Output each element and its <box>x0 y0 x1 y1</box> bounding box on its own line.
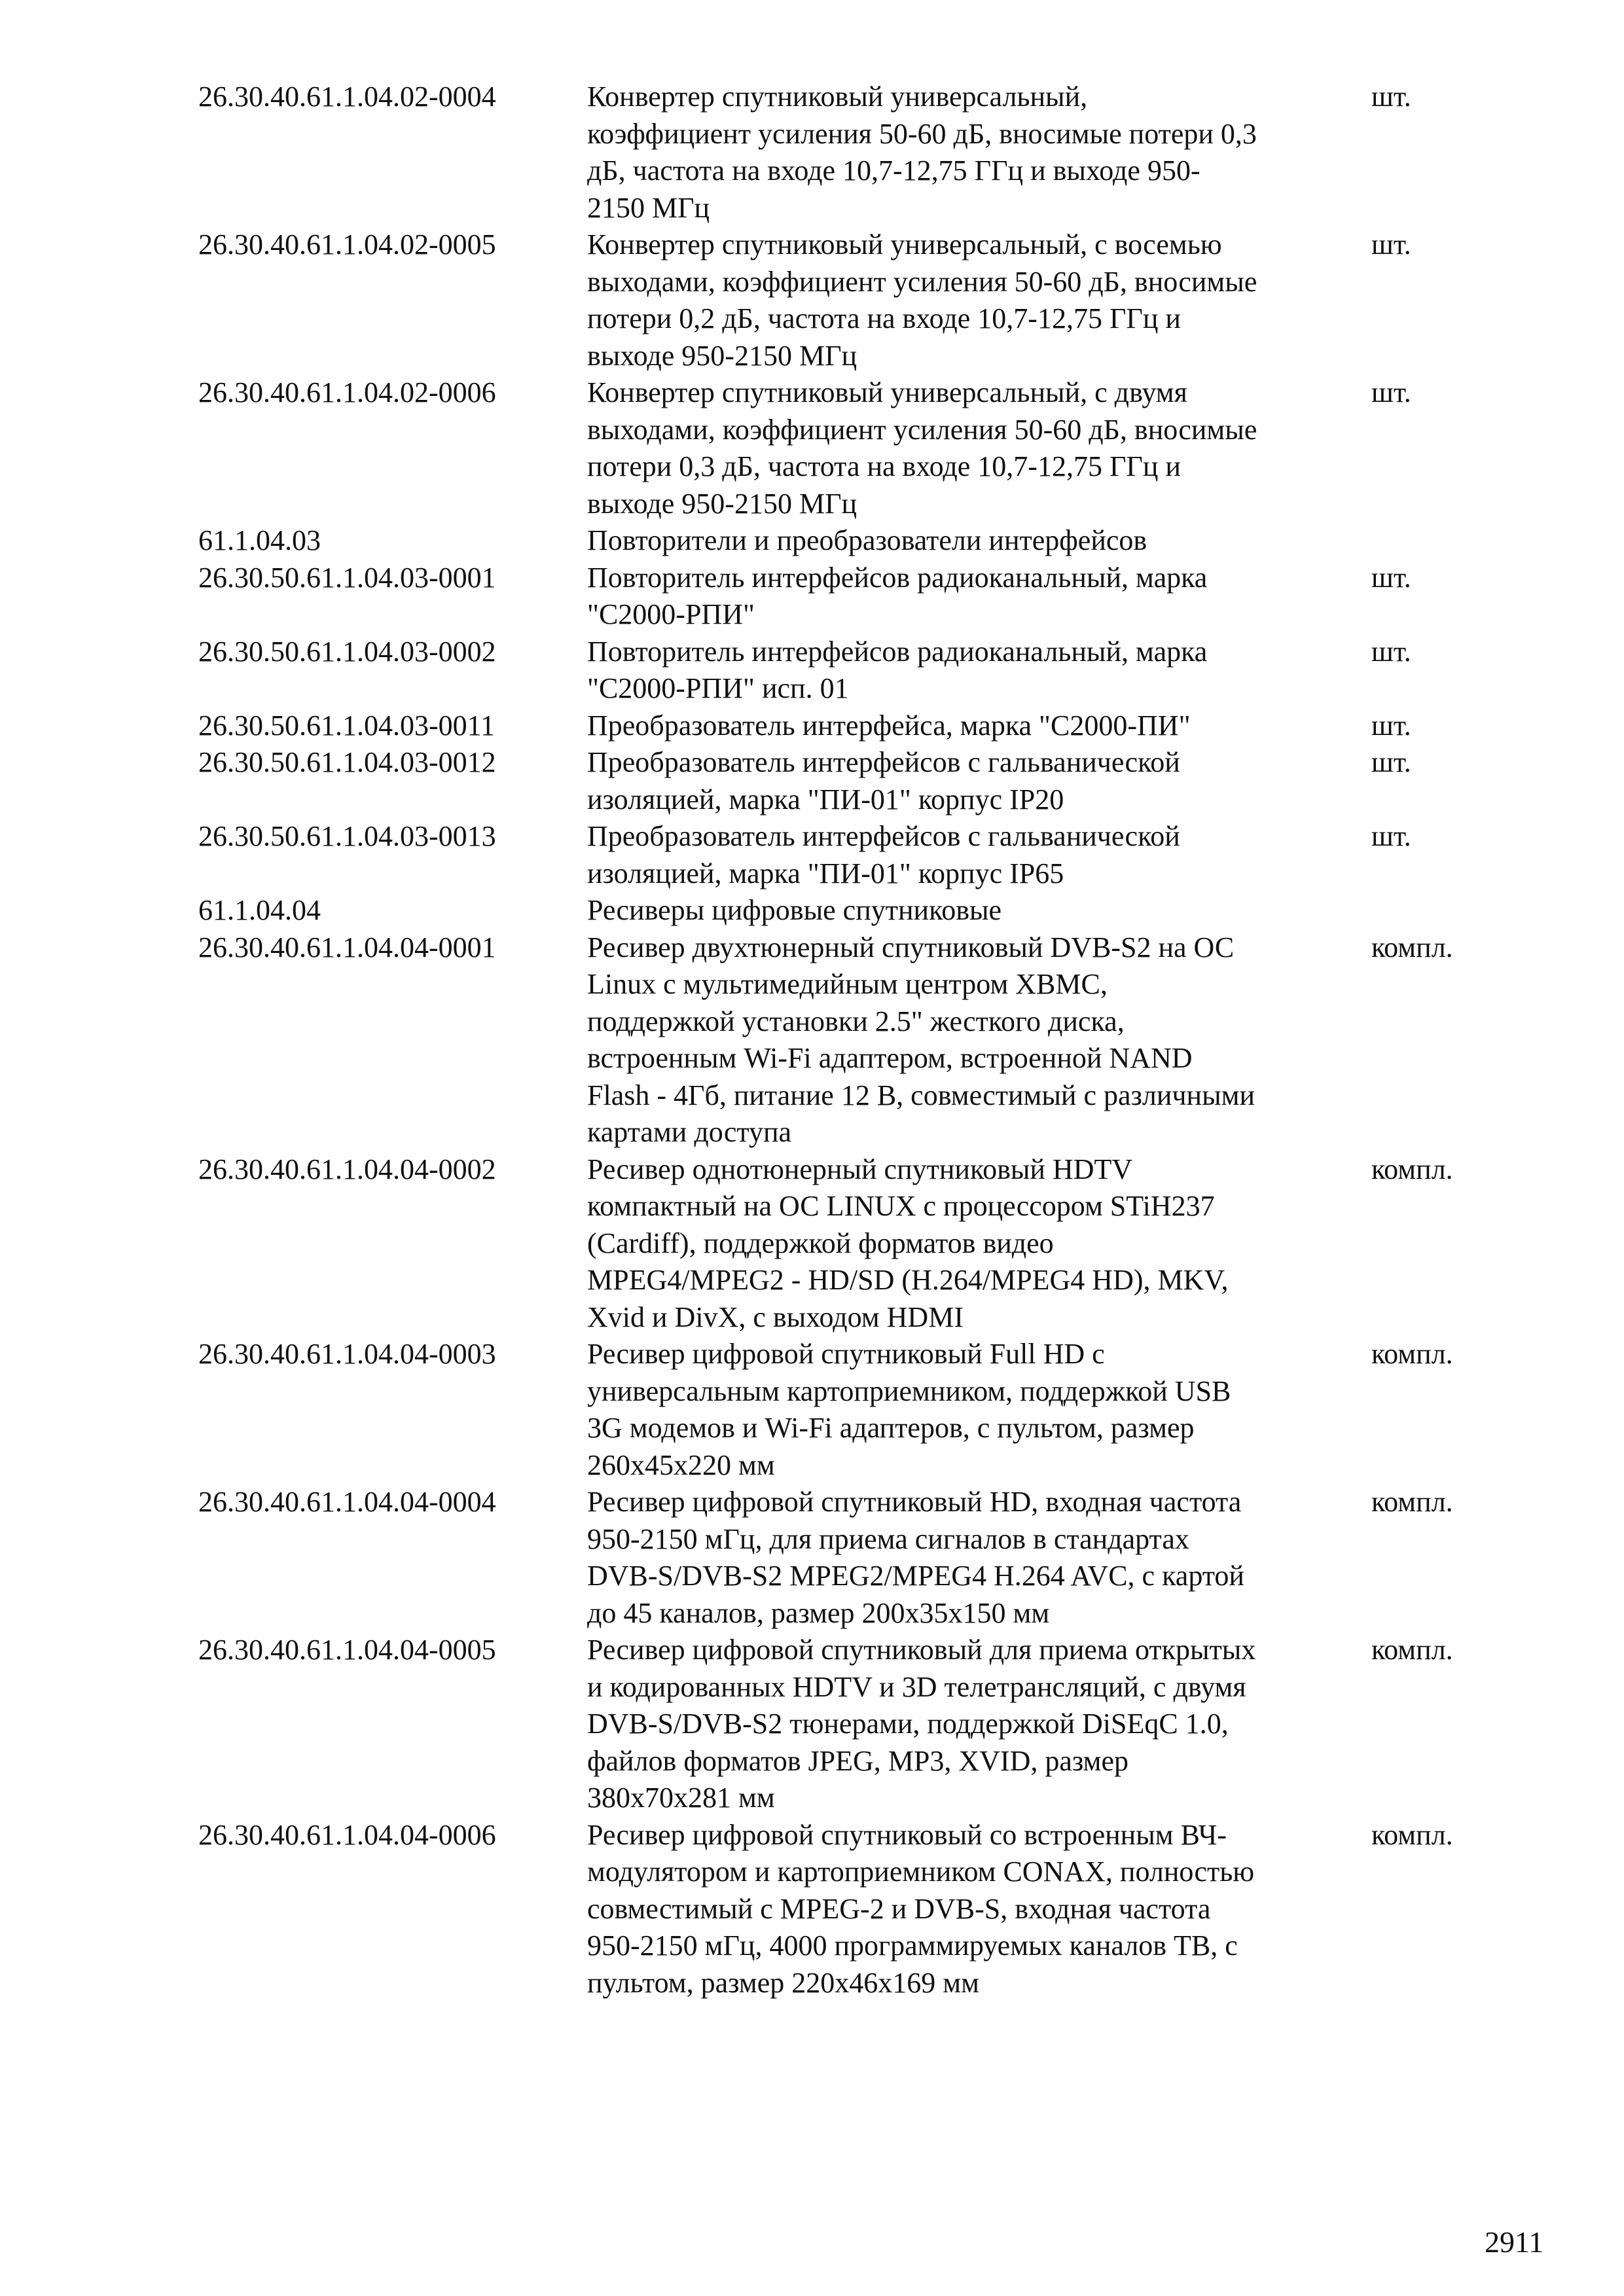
description-line: 380х70х281 мм <box>587 1782 775 1814</box>
item-code: 26.30.50.61.1.04.03-0011 <box>198 709 496 742</box>
item-description <box>587 1484 1360 1632</box>
item-unit: шт. <box>1371 376 1411 408</box>
description-line: выходами, коэффициент усиления 50-60 дБ, вносимые <box>587 413 1257 446</box>
price-list-table <box>198 79 1481 2001</box>
description-line: дБ, частота на входе 10,7-12,75 ГГц и выходе 950- <box>587 154 1200 187</box>
table-row <box>198 708 1481 745</box>
item-code: 61.1.04.03 <box>198 524 321 556</box>
description-line: "С2000-РПИ" исп. 01 <box>587 672 849 704</box>
page-number: 2911 <box>1485 2225 1544 2259</box>
description-line: поддержкой установки 2.5" жесткого диска, <box>587 1005 1125 1037</box>
description-line: MPEG4/MPEG2 - HD/SD (H.264/MPEG4 HD), MKV, <box>587 1264 1229 1296</box>
item-description <box>587 892 1360 929</box>
description-line: Ресивер цифровой спутниковый со встроенным ВЧ- <box>587 1818 1227 1851</box>
description-line: DVB-S/DVB-S2 MPEG2/MPEG4 H.264 AVC, с картой <box>587 1560 1244 1592</box>
item-description <box>587 708 1360 745</box>
description-line: Linux с мультимедийным центром XBMC, <box>587 968 1108 1000</box>
description-line: Конвертер спутниковый универсальный, с двумя <box>587 376 1187 408</box>
description-line: Ресивер цифровой спутниковый Full HD с <box>587 1338 1105 1370</box>
description-line: 950-2150 мГц, 4000 программируемых каналов ТВ, с <box>587 1929 1238 1962</box>
item-unit: шт. <box>1371 746 1411 778</box>
description-line: изоляцией, марка "ПИ-01" корпус IP65 <box>587 857 1064 889</box>
item-code: 61.1.04.04 <box>198 894 321 926</box>
item-description <box>587 226 1360 374</box>
item-code: 26.30.40.61.1.04.02-0005 <box>198 228 496 260</box>
item-unit: шт. <box>1371 709 1411 742</box>
description-line: модулятором и картоприемником CONAX, полностью <box>587 1856 1255 1888</box>
description-line: Ресивер цифровой спутниковый для приема открытых <box>587 1634 1256 1666</box>
description-line: Преобразователь интерфейса, марка "С2000-ПИ" <box>587 709 1191 742</box>
table-row <box>198 1632 1481 1817</box>
item-code: 26.30.40.61.1.04.04-0004 <box>198 1486 496 1518</box>
item-unit: шт. <box>1371 820 1411 852</box>
item-unit: компл. <box>1371 1486 1453 1518</box>
item-unit: компл. <box>1371 931 1453 963</box>
description-line: Преобразователь интерфейсов с гальванической <box>587 746 1180 778</box>
description-line: Преобразователь интерфейсов с гальванической <box>587 820 1180 852</box>
description-line: встроенным Wi-Fi адаптером, встроенной NAND <box>587 1042 1193 1074</box>
item-unit: шт. <box>1371 561 1411 594</box>
description-line: Конвертер спутниковый универсальный, <box>587 81 1088 113</box>
item-unit: шт. <box>1371 228 1411 260</box>
table-row <box>198 560 1481 634</box>
table-row <box>198 522 1481 560</box>
table-row <box>198 226 1481 374</box>
table-row <box>198 892 1481 929</box>
description-line: DVB-S/DVB-S2 тюнерами, поддержкой DiSEqC 1.0, <box>587 1708 1229 1740</box>
item-description <box>587 560 1360 634</box>
table-row <box>198 374 1481 522</box>
description-line: 3G модемов и Wi-Fi адаптеров, с пультом, размер <box>587 1412 1195 1444</box>
description-line: 950-2150 мГц, для приема сигналов в стандартах <box>587 1522 1189 1555</box>
item-description <box>587 744 1360 818</box>
description-line: Конвертер спутниковый универсальный, с восемью <box>587 228 1222 260</box>
description-line: 260х45х220 мм <box>587 1448 775 1481</box>
item-code: 26.30.50.61.1.04.03-0002 <box>198 635 496 668</box>
table-row <box>198 1151 1481 1336</box>
description-line: Повторитель интерфейсов радиоканальный, марка <box>587 635 1208 668</box>
item-description <box>587 818 1360 892</box>
table-row <box>198 1484 1481 1632</box>
description-line: Ресивер цифровой спутниковый HD, входная частота <box>587 1486 1242 1518</box>
description-line: выходе 950-2150 МГц <box>587 339 857 372</box>
item-code: 26.30.40.61.1.04.04-0005 <box>198 1634 496 1666</box>
description-line: компактный на ОС LINUX с процессором STiH237 <box>587 1190 1215 1222</box>
description-line: изоляцией, марка "ПИ-01" корпус IP20 <box>587 783 1064 816</box>
description-line: 2150 МГц <box>587 191 710 224</box>
table-row <box>198 744 1481 818</box>
item-unit: шт. <box>1371 635 1411 668</box>
item-code: 26.30.40.61.1.04.02-0006 <box>198 376 496 408</box>
table-row <box>198 1817 1481 2002</box>
item-description <box>587 1336 1360 1484</box>
item-code: 26.30.50.61.1.04.03-0013 <box>198 820 496 852</box>
item-description <box>587 1632 1360 1817</box>
item-unit: компл. <box>1371 1634 1453 1666</box>
item-description <box>587 1817 1360 2002</box>
description-line: Flash - 4Гб, питание 12 В, совместимый с различными <box>587 1079 1255 1111</box>
description-line: совместимый с MPEG-2 и DVB-S, входная частота <box>587 1892 1211 1925</box>
description-line: Повторители и преобразователи интерфейсов <box>587 524 1147 556</box>
item-description <box>587 929 1360 1151</box>
item-unit: компл. <box>1371 1338 1453 1370</box>
description-line: до 45 каналов, размер 200х35х150 мм <box>587 1596 1050 1629</box>
description-line: Повторитель интерфейсов радиоканальный, марка <box>587 561 1208 594</box>
description-line: Xvid и DivX, с выходом HDMI <box>587 1300 964 1333</box>
item-unit: компл. <box>1371 1818 1453 1851</box>
description-line: коэффициент усиления 50-60 дБ, вносимые потери 0,3 <box>587 117 1257 150</box>
item-code: 26.30.40.61.1.04.04-0003 <box>198 1338 496 1370</box>
table-row <box>198 1336 1481 1484</box>
description-line: картами доступа <box>587 1116 792 1148</box>
item-description <box>587 1151 1360 1336</box>
item-code: 26.30.40.61.1.04.04-0001 <box>198 931 496 963</box>
table-row <box>198 79 1481 226</box>
description-line: и кодированных HDTV и 3D телетрансляций, с двумя <box>587 1670 1246 1703</box>
table-row <box>198 634 1481 708</box>
item-code: 26.30.50.61.1.04.03-0001 <box>198 561 496 594</box>
description-line: выходе 950-2150 МГц <box>587 487 857 520</box>
description-line: выходами, коэффициент усиления 50-60 дБ, вносимые <box>587 265 1257 298</box>
item-unit: компл. <box>1371 1153 1453 1185</box>
description-line: (Cardiff), поддержкой форматов видео <box>587 1227 1054 1259</box>
item-description <box>587 522 1360 560</box>
item-description <box>587 374 1360 522</box>
item-description <box>587 634 1360 708</box>
item-unit: шт. <box>1371 81 1411 113</box>
item-description <box>587 79 1360 226</box>
description-line: "С2000-РПИ" <box>587 598 755 630</box>
description-line: файлов форматов JPEG, MP3, XVID, размер <box>587 1744 1128 1777</box>
description-line: потери 0,3 дБ, частота на входе 10,7-12,75 ГГц и <box>587 450 1181 482</box>
table-row <box>198 929 1481 1151</box>
description-line: потери 0,2 дБ, частота на входе 10,7-12,75 ГГц и <box>587 302 1181 334</box>
item-code: 26.30.50.61.1.04.03-0012 <box>198 746 496 778</box>
item-code: 26.30.40.61.1.04.04-0002 <box>198 1153 496 1185</box>
description-line: пультом, размер 220х46х169 мм <box>587 1966 979 1999</box>
item-code: 26.30.40.61.1.04.02-0004 <box>198 81 496 113</box>
description-line: Ресиверы цифровые спутниковые <box>587 894 1002 926</box>
description-line: Ресивер двухтюнерный спутниковый DVB-S2 на ОС <box>587 931 1235 963</box>
table-row <box>198 818 1481 892</box>
description-line: универсальным картоприемником, поддержкой USB <box>587 1374 1231 1407</box>
item-code: 26.30.40.61.1.04.04-0006 <box>198 1818 496 1851</box>
description-line: Ресивер однотюнерный спутниковый HDTV <box>587 1153 1133 1185</box>
